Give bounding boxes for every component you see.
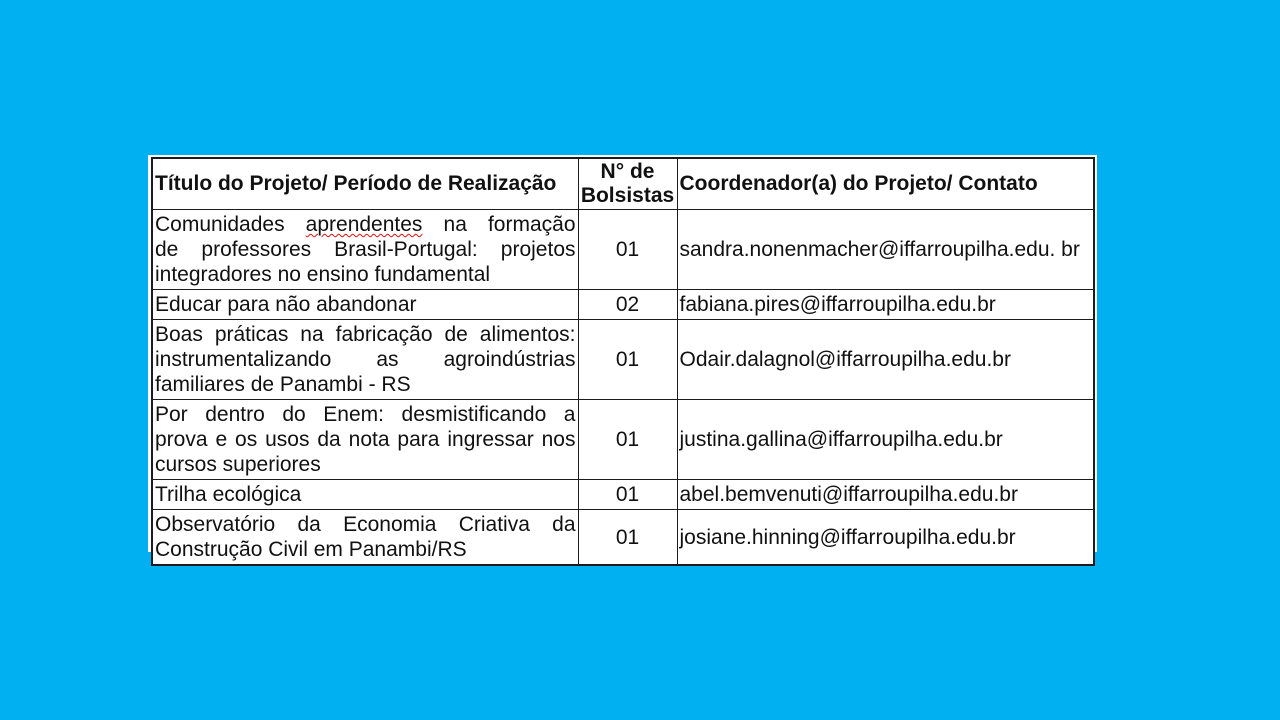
projects-table <box>151 157 1095 566</box>
document-page <box>148 155 1097 561</box>
bolsistas-cell: 01 <box>578 480 677 510</box>
header-project-title: Título do Projeto/ Período de Realização <box>152 158 578 210</box>
project-title-cell: Observatório da Economia Criativa da Construção Civil em Panambi/RS <box>152 510 578 566</box>
project-title-cell: Por dentro do Enem: desmistificando a prova e os usos da nota para ingressar nos cursos superiores <box>152 400 578 480</box>
project-title-cell: Educar para não abandonar <box>152 290 578 320</box>
table-row <box>152 510 1094 566</box>
table-row <box>152 400 1094 480</box>
coordinator-email-cell: justina.gallina@iffarroupilha.edu.br <box>677 400 1094 480</box>
bolsistas-cell: 01 <box>578 400 677 480</box>
table-row <box>152 320 1094 400</box>
table-header-row <box>152 158 1094 210</box>
coordinator-email-cell: sandra.nonenmacher@iffarroupilha.edu. br <box>677 210 1094 290</box>
bolsistas-cell: 01 <box>578 510 677 566</box>
table-row <box>152 480 1094 510</box>
header-coordinator: Coordenador(a) do Projeto/ Contato <box>677 158 1094 210</box>
table-row <box>152 210 1094 290</box>
misspelled-word: aprendentes <box>305 213 423 236</box>
header-bolsistas: N° de Bolsistas <box>578 158 677 210</box>
bolsistas-cell: 02 <box>578 290 677 320</box>
table-row <box>152 290 1094 320</box>
bolsistas-cell: 01 <box>578 320 677 400</box>
project-title-cell: Trilha ecológica <box>152 480 578 510</box>
coordinator-email-cell: Odair.dalagnol@iffarroupilha.edu.br <box>677 320 1094 400</box>
project-title-cell: Boas práticas na fabricação de alimentos: instrumentalizando as agroindústrias familiares de Panambi - RS <box>152 320 578 400</box>
coordinator-email-cell: fabiana.pires@iffarroupilha.edu.br <box>677 290 1094 320</box>
project-title-cell: Comunidades aprendentes na formação de professores Brasil-Portugal: projetos integradores no ensino fundamental <box>152 210 578 290</box>
coordinator-email-cell: josiane.hinning@iffarroupilha.edu.br <box>677 510 1094 566</box>
bolsistas-cell: 01 <box>578 210 677 290</box>
coordinator-email-cell: abel.bemvenuti@iffarroupilha.edu.br <box>677 480 1094 510</box>
